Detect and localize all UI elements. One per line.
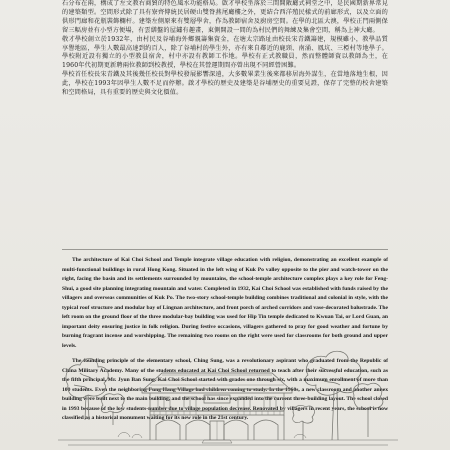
school-building-sketch [58, 345, 398, 450]
chinese-paragraph-2: 敬才學校創立於1932年，由村民及谷埔海外鄉親籌集資金，在塘太宗路址由校長宋青鐵籌建，規模雖小，教學品質享譽地區，學生人數最高達到約百人，除了谷埔村的學生外，亦有來自鄰近的鹿頸、南涌、鳳坑、三椏村等地學子。學校附近設有獨立的小型教員宿舍，村中亦設有教師工作地。學校有正式教職員，然而整體師資以教師為主，在1960年代初期更新聘兩位教師到校教授，學校在其營運期間亦曾出現不同經營困難。 [62, 35, 388, 70]
school-building [142, 373, 292, 443]
tree-cluster-left [66, 358, 124, 425]
section-divider [62, 249, 388, 250]
chinese-paragraph-3: 學校首任校長宋青鐵及其後幾任校長對學校發展影響深遠，大多數畢業生後來都移居海外謀生，在當地落地生根，因此，學校在1993年因學生人數不足而停辦。啟才學校的歷史及建築是谷埔歷史的重要見證，保存了完整的校舍建築和空間格局，具有重要的歷史與文化價值。 [62, 71, 388, 97]
tree-cluster-right [293, 351, 383, 440]
english-paragraph-2: The founding principle of the elementary school, Ching Sung, was a revolutionary aspirant who graduated from the Republic of China Military Academy. Many of the students educated at Kai Choi School returned to teach after their successful education, such as the fifth principal, Mr. Jyun Ban Sung. Kai Choi School started with grades one through six, with a maximum enrollment of more than 100 students. Even the neighboring Fung Hang Village had children coming to study. In the 1960s, a new classroom and another annex building were built next to the main building, and the school has since expanded into the current three-building layout. The school closed in 1993 because of the low students-number due to village population decrease. Renovated by villagers in recent years, the school is now classified as a historical monument waiting for its new role in the 21st century. [62, 358, 388, 421]
english-paragraph-1: The architecture of Kai Choi School and Temple integrate village education with religion, demonstrating an excellent example of multi-functional buildings in rural Hong Kong. Situated in the left wing of Kuk Po valley opposite to the pier and watch-tower on the right, facing the basin and its settlements surrounded by mountains, the school-temple architecture complex plays a key role for Feng-Shui, a good site planning integrating mountain and water. Completed in 1932, Kai Choi School was established with funds raised by the villagers and overseas communities of Kuk Po. The two-story school-temple building combines traditional and colonial in style, with the typical roof structure and modular bay of Lingnan architecture, and front porch of arched corridors and vase-decorated balustrade. The left room on the ground floor of the three modular-bay building was used for Hip Tin temple dedicated to Kwuan Tai, or Lord Guan, an important deity ensuring justice in folk religion. During festive occasions, villagers gathered to pray for good weather and fortune by burning fragrant incense and worshipping. The remaining two rooms on the right were used for classrooms for both ground and upper levels. [62, 257, 388, 349]
chinese-paragraph-1: 石分布在兩，構成了左文教右商貿的特色風水功能格局。啟才學校坐落於三間開敞廳式祠堂之中，是民國期新界常見的建築類型。空間形式除了具有寮齊傳統民居硬山雙脊燕尾廳樓之外，更結合西洋殖民樣式的前廊形式，以及立面的供形門廊和花瓶裝飾欄杆。建築左側原來有雙層學舍，作為教師宿舍及廚房空間。在學的北區大澳，學校正門兩側保留三幅房並有小型方便場，有雲繕盤的屋鏽有趣畫，東側開設一間的為村民們的舞練及集會空間，稱為上神大廳。 [62, 0, 388, 34]
chinese-text-block [62, 0, 388, 98]
